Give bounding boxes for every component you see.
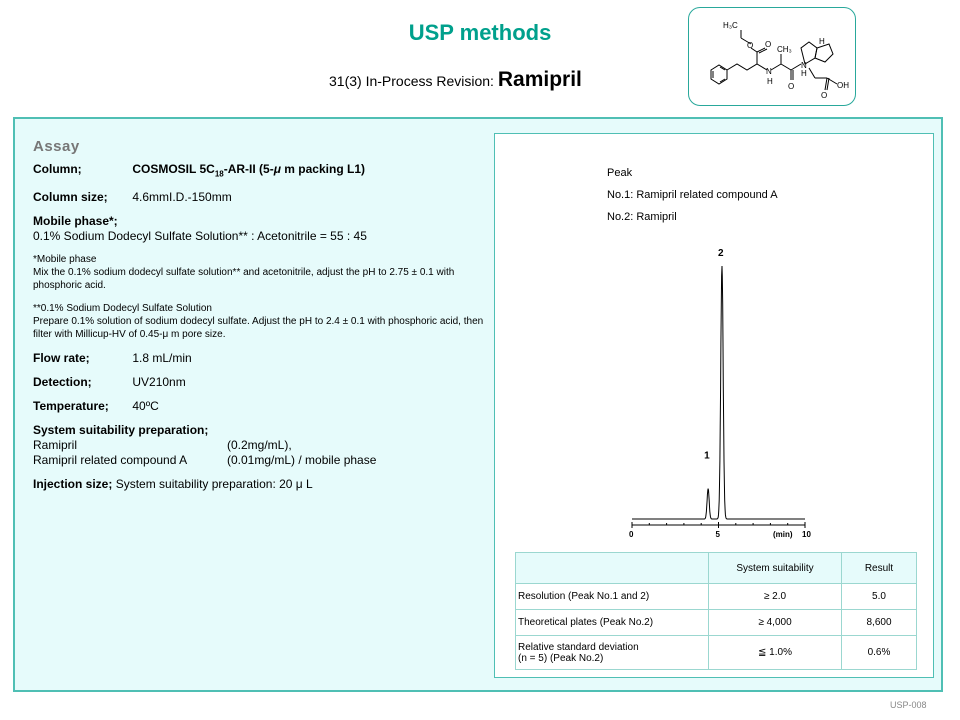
svg-text:O: O <box>765 40 772 49</box>
note2-text: Prepare 0.1% solution of sodium dodecyl sulfate. Adjust the pH to 2.4 ± 0.1 with phosphoric acid, then filter with Millicup-HV of 0.45-μ m pore size. <box>33 316 484 341</box>
table-header-cell: System suitability <box>709 553 842 584</box>
svg-text:H: H <box>801 69 807 78</box>
assay-section <box>33 139 493 501</box>
chemical-structure-drawing <box>689 8 855 105</box>
column-size-row <box>33 190 493 205</box>
injection-value: System suitability preparation: 20 μ L <box>115 477 313 492</box>
ssp-line-2 <box>33 453 493 468</box>
table-cell-result: 0.6% <box>842 636 917 670</box>
table-row <box>516 584 917 610</box>
chromatogram-panel <box>494 133 934 678</box>
svg-text:CH₃: CH₃ <box>777 45 792 54</box>
peak-label: 1 <box>704 450 710 462</box>
table-cell-item: Resolution (Peak No.1 and 2) <box>516 584 709 610</box>
mobile-phase-row <box>33 214 493 244</box>
sds-solution-note <box>33 302 493 341</box>
note1-text: Mix the 0.1% sodium dodecyl sulfate solution** and acetonitrile, adjust the pH to 2.75 ± 0.1 with phosphoric acid. <box>33 267 455 292</box>
ssp-row1-value: (0.2mg/mL), <box>227 438 292 453</box>
table-cell-item: Relative standard deviation (n = 5) (Peak No.2) <box>516 636 709 670</box>
chromatogram-chart <box>495 134 933 544</box>
table-header-row <box>516 553 917 584</box>
svg-text:OH: OH <box>837 81 849 90</box>
x-tick-label: 0 <box>629 530 634 539</box>
svg-text:N: N <box>766 67 772 76</box>
table-cell-item: Theoretical plates (Peak No.2) <box>516 610 709 636</box>
temperature-row <box>33 399 493 414</box>
x-tick-label: 5 <box>715 530 720 539</box>
note1-title: *Mobile phase <box>33 254 97 266</box>
x-axis-label: (min) <box>773 530 793 539</box>
mobile-phase-label: Mobile phase*; <box>33 214 118 229</box>
table-row <box>516 610 917 636</box>
svg-text:O: O <box>788 82 795 91</box>
table-cell-criterion: ≦ 1.0% <box>709 636 842 670</box>
table-cell-result: 5.0 <box>842 584 917 610</box>
peak-legend-item-1: No.1: Ramipril related compound A <box>607 189 778 201</box>
ssp-line-1 <box>33 438 493 453</box>
column-size-label: Column size; <box>33 190 108 205</box>
svg-text:O: O <box>747 41 754 50</box>
mobile-phase-note <box>33 253 493 292</box>
ssp-row2-name: Ramipril related compound A <box>33 453 188 468</box>
table-cell-criterion: ≥ 2.0 <box>709 584 842 610</box>
page-title-text: USP methods <box>408 20 552 45</box>
ssp-label: System suitability preparation; <box>33 423 209 438</box>
slide-code: USP-008 <box>890 700 927 710</box>
method-panel <box>13 117 943 692</box>
peak-label: 2 <box>717 248 724 259</box>
svg-text:H: H <box>819 37 825 46</box>
x-tick-label: 10 <box>802 530 811 539</box>
assay-heading: Assay <box>33 138 80 155</box>
column-value: COSMOSIL $5C_{18}-AR-II$ (5-μ m packing L1) <box>132 162 365 179</box>
peak-legend-item-2: No.2: Ramipril <box>607 211 677 223</box>
detection-label: Detection; <box>33 375 92 390</box>
ssp-row1-name: Ramipril <box>33 438 78 453</box>
table-row <box>516 636 917 670</box>
detection-row <box>33 375 493 390</box>
subtitle-prefix: 31(3) In-Process Revision: <box>329 73 498 89</box>
flow-rate-label: Flow rate; <box>33 351 90 366</box>
peak-legend-heading: Peak <box>607 167 633 179</box>
flow-rate-row <box>33 351 493 366</box>
subtitle-compound: Ramipril <box>497 68 582 91</box>
flow-rate-value: 1.8 mL/min <box>132 351 192 366</box>
svg-text:H₃C: H₃C <box>723 21 738 30</box>
injection-row <box>33 477 493 492</box>
chromatogram-trace <box>632 266 805 519</box>
svg-text:N: N <box>801 61 807 70</box>
mobile-phase-value: 0.1% Sodium Dodecyl Sulfate Solution** : Acetonitrile = 55 : 45 <box>33 229 367 244</box>
svg-text:O: O <box>821 91 828 100</box>
table-header-cell: Result <box>842 553 917 584</box>
table-cell-result: 8,600 <box>842 610 917 636</box>
ssp-row <box>33 423 493 468</box>
temperature-label: Temperature; <box>33 399 109 414</box>
column-size-value: 4.6mmI.D.-150mm <box>132 190 232 205</box>
column-row <box>33 162 493 181</box>
table-cell-criterion: ≥ 4,000 <box>709 610 842 636</box>
ssp-row2-value: (0.01mg/mL) / mobile phase <box>227 453 377 468</box>
chemical-structure <box>688 7 856 106</box>
note2-title: **0.1% Sodium Dodecyl Sulfate Solution <box>33 303 212 315</box>
temperature-value: 40ºC <box>132 399 159 414</box>
injection-label: Injection size; <box>33 477 113 492</box>
column-label: Column; <box>33 162 82 176</box>
detection-value: UV210nm <box>132 375 186 390</box>
table-header-cell <box>516 553 709 584</box>
svg-text:H: H <box>767 77 773 86</box>
results-table <box>515 552 917 670</box>
